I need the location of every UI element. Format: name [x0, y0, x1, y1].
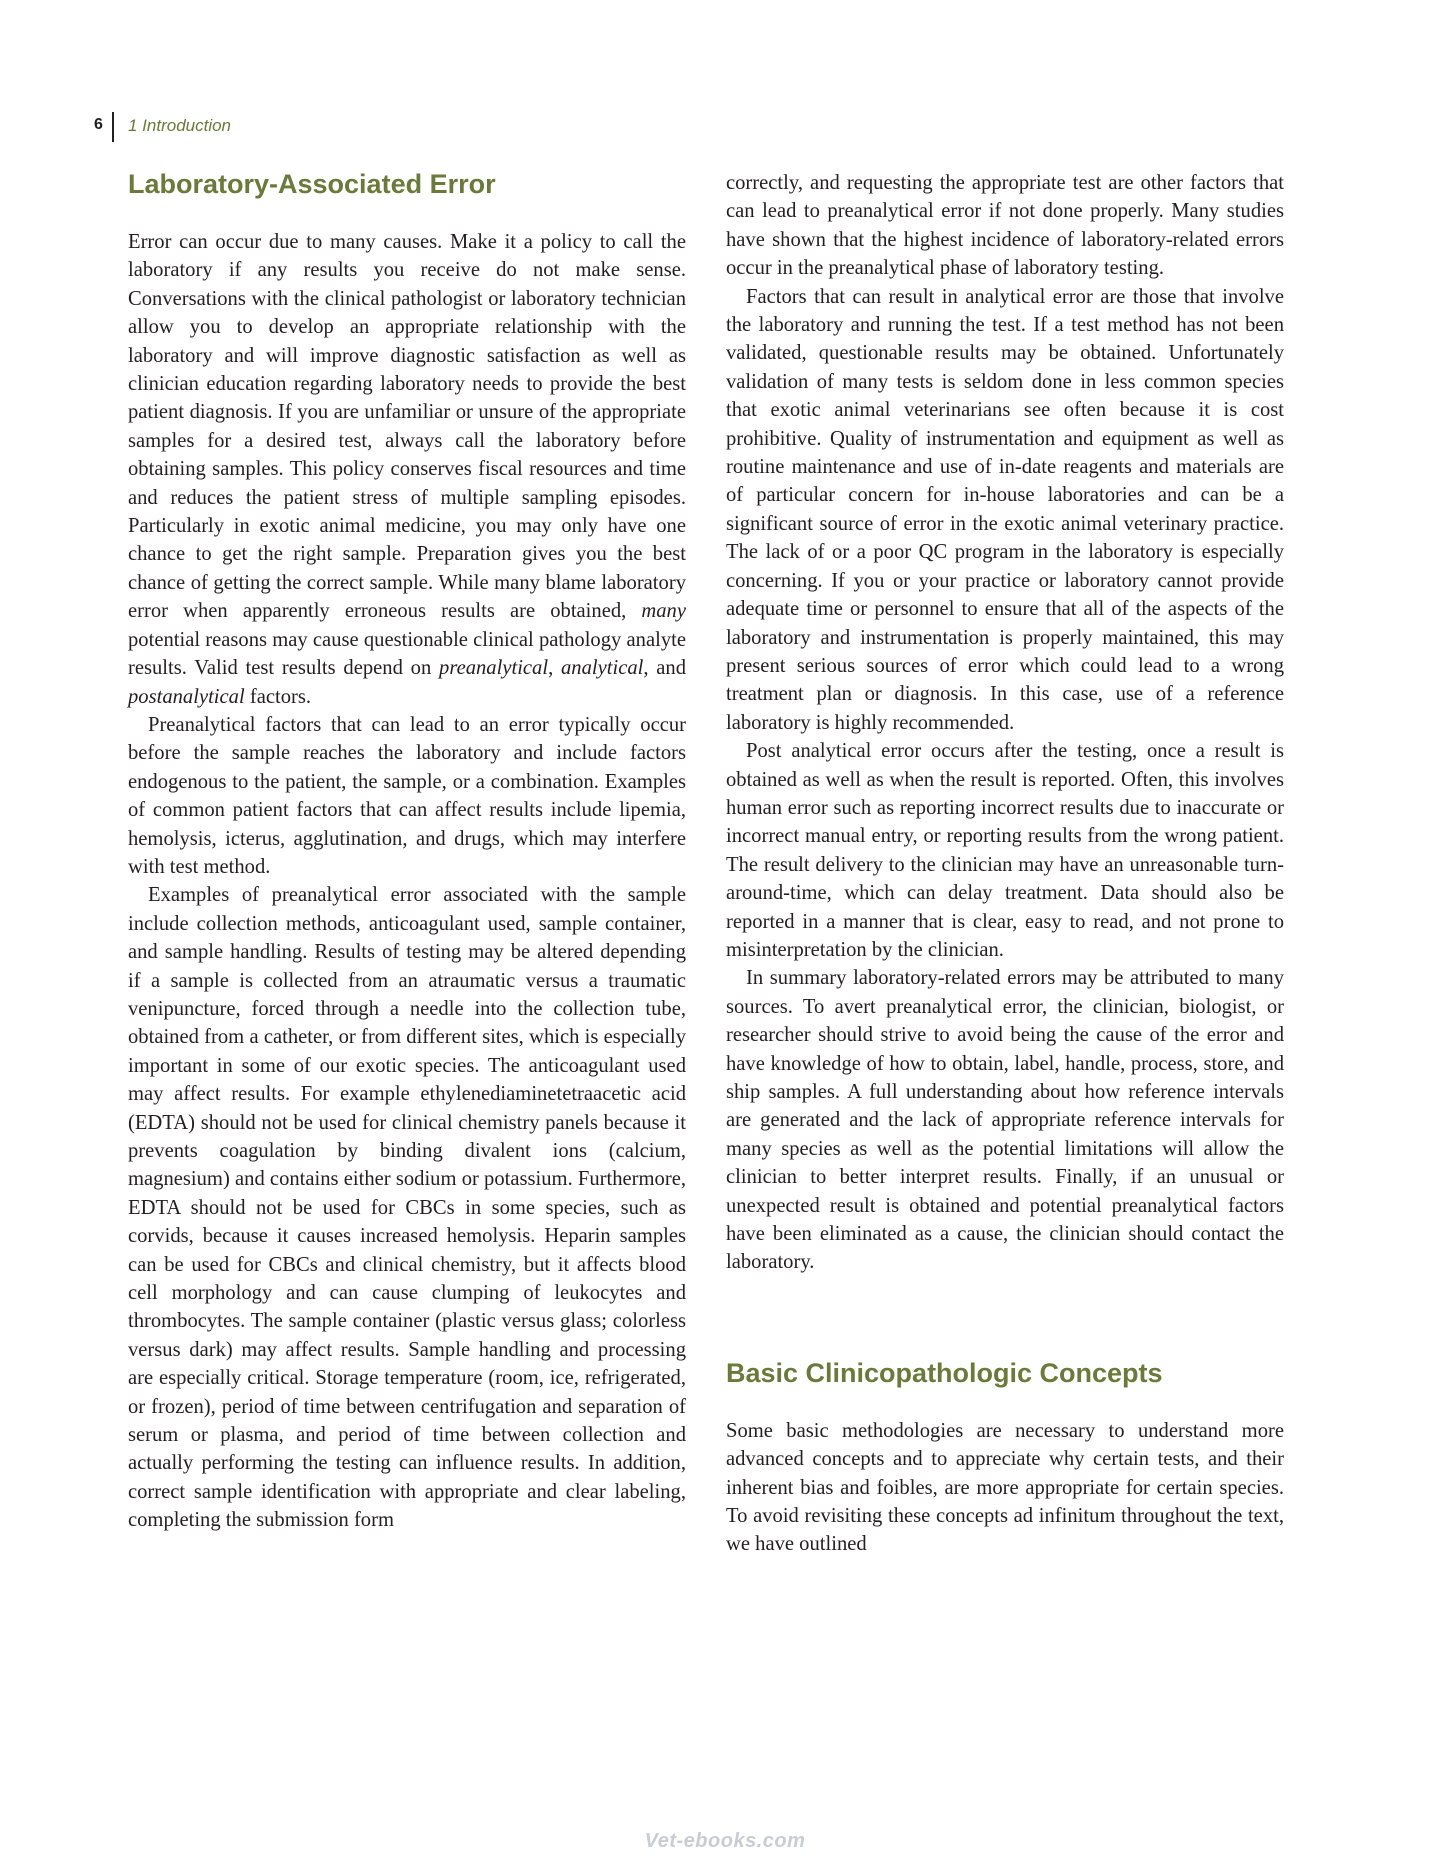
paragraph: Examples of preanalytical error associated with the sample include collection methods, anticoagulant used, sample container, and sample handling. Results of testing may be altered depending if a sample is collected from an atraumatic versus a traumatic venipuncture, forced through a needle into the collection tube, obtained from a catheter, or from different sites, which is especially important in some of our exotic species. The anticoagulant used may affect results. For example ethylenediaminetetraacetic acid (EDTA) should not be used for clinical chemistry panels because it prevents coagulation by binding divalent ions (calcium, magnesium) and contains either sodium or potassium. Furthermore, EDTA should not be used for CBCs in some species, such as corvids, because it causes increased hemolysis. Heparin samples can be used for CBCs and clinical chemistry, but it affects blood cell morphology and can cause clumping of leukocytes and thrombocytes. The sample container (plastic versus glass; colorless versus dark) may affect results. Sample handling and processing are especially critical. Storage temperature (room, ice, refrigerated, or frozen), period of time between centrifugation and separation of serum or plasma, and period of time between collection and actually performing the testing can influence results. In addition, correct sample identification with appropriate and clear labeling, completing the submission form [128, 884, 686, 1532]
emphasis: analytical [561, 657, 644, 680]
left-column [128, 166, 686, 1535]
paragraph: Preanalytical factors that can lead to an error typically occur before the sample reaches the laboratory and include factors endogenous to the patient, the sample, or a combination. Examples of common patient factors that can affect results include lipemia, hemolysis, icterus, agglutination, and drugs, which may interfere with test method. [128, 713, 686, 878]
running-head: 1 Introduction [128, 116, 232, 135]
section-heading-basic-clinicopathologic-concepts: Basic Clinicopathologic Concepts [726, 1357, 1163, 1388]
paragraph-text: , and [643, 657, 687, 680]
page-number: 6 [94, 116, 103, 133]
watermark: Vet-ebooks.com [644, 1830, 806, 1852]
section-heading-laboratory-associated-error: Laboratory-Associated Error [128, 169, 496, 199]
right-column [726, 169, 1284, 1559]
paragraph [128, 228, 686, 711]
emphasis: preanalytical [439, 657, 549, 680]
paragraph-text: potential reasons may cause questionable clinical pathology analyte results. Valid test results depend on [128, 628, 686, 680]
header-divider [112, 112, 114, 142]
paragraph-text: Error can occur due to many causes. Make it a policy to call the laboratory if any results you receive do not make sense. Conversations with the clinical pathologist or laboratory technician allow you to develop an appropriate relationship with the laboratory and will improve diagnostic satisfaction as well as clinician education regarding laboratory needs to provide the best patient diagnosis. If you are unfamiliar or unsure of the appropriate samples for a desired test, always call the laboratory before obtaining samples. This policy conserves fiscal resources and time and reduces the patient stress of multiple sampling episodes. Particularly in exotic animal medicine, you may only have one chance to get the right sample. Preparation gives you the best chance of getting the correct sample. While many blame laboratory error when apparently erroneous results are obtained, [128, 231, 686, 623]
paragraph: Post analytical error occurs after the testing, once a result is obtained as well as when the result is reported. Often, this involves human error such as reporting incorrect results due to inaccurate or incorrect manual entry, or reporting results from the wrong patient. The result delivery to the clinician may have an unreasonable turn-around-time, which can delay treatment. Data should also be reported in a manner that is clear, easy to read, and not prone to misinterpretation by the clinician. [726, 740, 1284, 961]
paragraph: Some basic methodologies are necessary to understand more advanced concepts and to appreciate why certain tests, and their inherent bias and foibles, are more appropriate for certain species. To avoid revisiting these concepts ad infinitum throughout the text, we have outlined [726, 1419, 1284, 1556]
paragraph: correctly, and requesting the appropriate test are other factors that can lead to preanalytical error if not done properly. Many studies have shown that the highest incidence of laboratory-related errors occur in the preanalytical phase of laboratory testing. [726, 172, 1284, 280]
paragraph: Factors that can result in analytical error are those that involve the laboratory and running the test. If a test method has not been validated, questionable results may be obtained. Unfortunately validation of many tests is seldom done in less common species that exotic animal veterinarians see often because it is cost prohibitive. Quality of instrumentation and equipment as well as routine maintenance and use of in-date reagents and materials are of particular concern for in-house laboratories and can be a significant source of error in the exotic animal veterinary practice. The lack of or a poor QC program in the laboratory is especially concerning. If you or your practice or laboratory cannot provide adequate time or personnel to ensure that all of the aspects of the laboratory and instrumentation is properly maintained, this may present serious sources of error which could lead to a wrong treatment plan or diagnosis. In this case, use of a reference laboratory is highly recommended. [726, 285, 1284, 734]
paragraph: In summary laboratory-related errors may be attributed to many sources. To avert preanalytical error, the clinician, biologist, or researcher should strive to avoid being the cause of the error and have knowledge of how to obtain, label, handle, process, store, and ship samples. A full understanding about how reference intervals are generated and the lack of appropriate reference intervals for many species as well as the potential limitations will allow the clinician to better interpret results. Finally, if an unusual or unexpected result is obtained and potential preanalytical factors have been eliminated as a cause, the clinician should contact the laboratory. [726, 967, 1284, 1274]
emphasis: postanalytical [128, 685, 245, 708]
paragraph-text: , [548, 657, 561, 680]
emphasis: many [641, 600, 686, 623]
paragraph-text: factors. [244, 685, 312, 708]
